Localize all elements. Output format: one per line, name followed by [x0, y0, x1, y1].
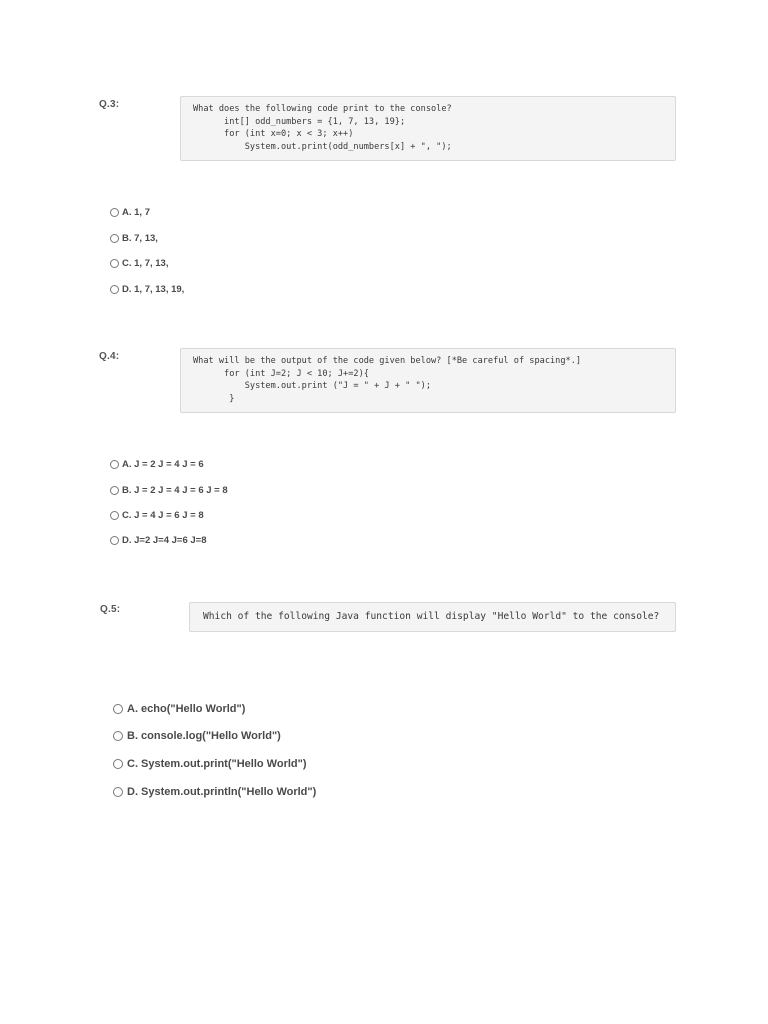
- code-block-q4: [180, 348, 676, 413]
- option-q3-a[interactable]: [110, 207, 150, 218]
- radio-button[interactable]: [113, 759, 123, 769]
- option-q4-d[interactable]: [110, 535, 207, 546]
- code-block-q5: [189, 602, 676, 632]
- question-label-q4: Q.4:: [99, 351, 120, 362]
- question-label-q3: Q.3:: [99, 99, 120, 110]
- option-q3-c[interactable]: [110, 258, 168, 269]
- option-q4-b[interactable]: [110, 485, 228, 496]
- question-label-q5: Q.5:: [100, 604, 121, 615]
- code-block-q3: [180, 96, 676, 161]
- option-label: C. 1, 7, 13,: [122, 258, 169, 269]
- code-line: What will be the output of the code given below? [*Be careful of spacing*.]: [193, 356, 582, 366]
- option-q5-b[interactable]: [113, 730, 281, 742]
- radio-button[interactable]: [110, 285, 119, 294]
- code-line: }: [193, 393, 235, 404]
- option-q4-c[interactable]: [110, 510, 204, 521]
- option-label: A. J = 2 J = 4 J = 6: [122, 459, 204, 470]
- radio-button[interactable]: [113, 731, 123, 741]
- code-line: What does the following code print to the console?: [193, 104, 452, 114]
- option-q3-d[interactable]: [110, 284, 184, 295]
- code-line: System.out.print(odd_numbers[x] + ", ");: [193, 141, 452, 152]
- option-label: B. J = 2 J = 4 J = 6 J = 8: [122, 485, 228, 496]
- radio-button[interactable]: [110, 259, 119, 268]
- option-label: A. 1, 7: [122, 207, 150, 218]
- option-q3-b[interactable]: [110, 233, 158, 244]
- radio-button[interactable]: [110, 234, 119, 243]
- option-label: A. echo("Hello World"): [127, 703, 246, 715]
- option-label: B. console.log("Hello World"): [127, 730, 281, 742]
- code-line: for (int J=2; J < 10; J+=2){: [193, 368, 369, 379]
- option-q5-a[interactable]: [113, 703, 245, 715]
- radio-button[interactable]: [110, 460, 119, 469]
- option-q4-a[interactable]: [110, 459, 204, 470]
- option-label: C. J = 4 J = 6 J = 8: [122, 510, 204, 521]
- option-label: D. J=2 J=4 J=6 J=8: [122, 535, 207, 546]
- code-line: Which of the following Java function will display "Hello World" to the console?: [203, 611, 660, 622]
- code-line: for (int x=0; x < 3; x++): [193, 129, 354, 140]
- radio-button[interactable]: [110, 208, 119, 217]
- code-line: int[] odd_numbers = {1, 7, 13, 19};: [193, 116, 406, 127]
- radio-button[interactable]: [110, 511, 119, 520]
- option-label: B. 7, 13,: [122, 233, 158, 244]
- code-line: System.out.print ("J = " + J + " ");: [193, 381, 431, 392]
- radio-button[interactable]: [110, 486, 119, 495]
- option-q5-c[interactable]: [113, 758, 307, 770]
- radio-button[interactable]: [113, 704, 123, 714]
- option-label: D. System.out.println("Hello World"): [127, 786, 317, 798]
- radio-button[interactable]: [113, 787, 123, 797]
- option-q5-d[interactable]: [113, 786, 316, 798]
- option-label: C. System.out.print("Hello World"): [127, 758, 307, 770]
- radio-button[interactable]: [110, 536, 119, 545]
- option-label: D. 1, 7, 13, 19,: [122, 284, 185, 295]
